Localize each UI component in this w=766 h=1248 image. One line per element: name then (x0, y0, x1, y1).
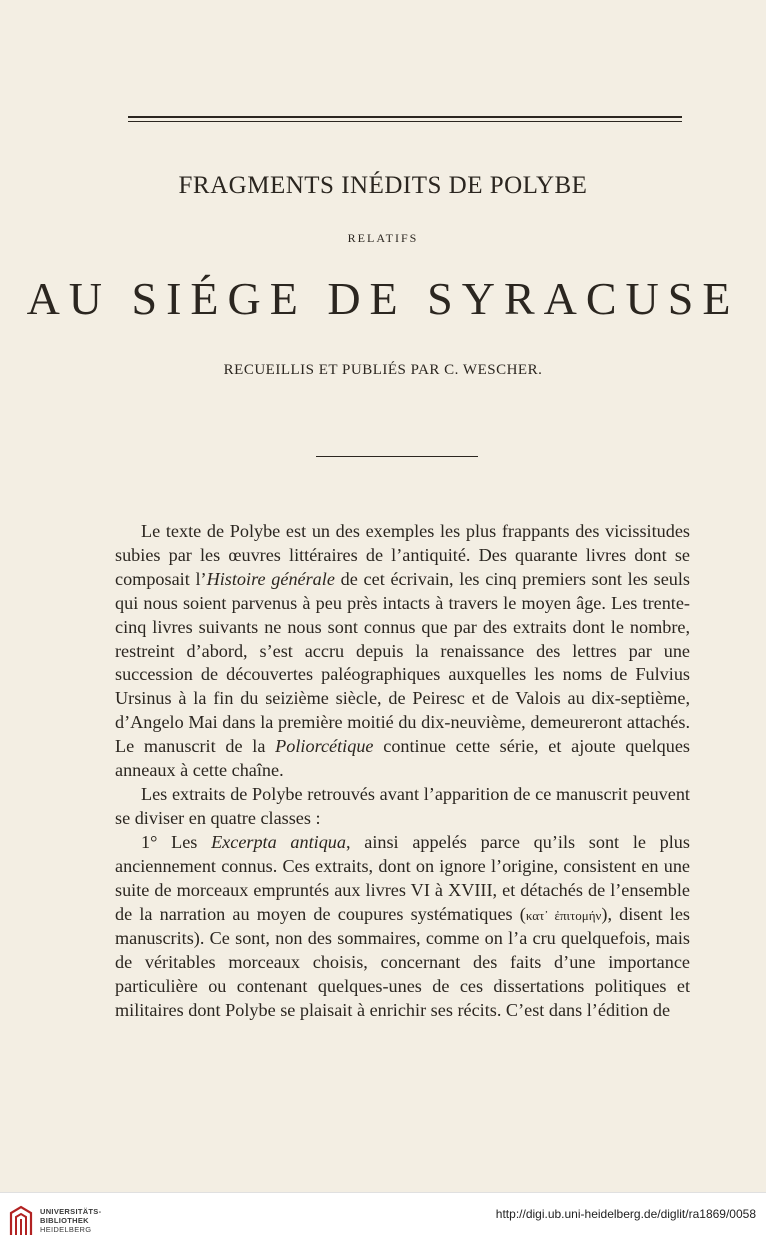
p3-greek: κατ᾽ ἐπιτομήν (525, 907, 602, 923)
p1-text-d: continue cette série, et ajoute quelques anneaux à cette chaîne. (115, 736, 690, 781)
permalink-url[interactable]: http://digi.ub.uni-heidelberg.de/diglit/ra1869/0058 (495, 1207, 756, 1221)
p1-text-b: l’ (195, 568, 207, 589)
title-siege: AU SIÉGE DE SYRACUSE (26, 273, 740, 324)
p3-text-a: 1° Les (141, 831, 212, 852)
p1-italic-histoire: Histoire générale (206, 568, 335, 589)
logo-line-1: UNIVERSITÄTS- (40, 1207, 102, 1216)
p3-italic-excerpta: Excerpta antiqua (211, 831, 346, 852)
university-logo-icon[interactable] (8, 1205, 34, 1237)
title-author: RECUEILLIS ET PUBLIÉS PAR C. WESCHER. (223, 362, 543, 378)
title-fragments: FRAGMENTS INÉDITS DE POLYBE (178, 172, 588, 199)
paragraph-2: Les extraits de Polybe retrouvés avant l’apparition de ce manuscrit peuvent se diviser en quatre classes : (115, 783, 690, 828)
p1-italic-poliorcetique: Poliorcétique (275, 736, 374, 757)
p3-text-c: ), disent les manuscrits). Ce sont, non des sommaires, comme on l’a cru quelquefois, mais de véritables morceaux choisis, concernant des faits d’une importance particulière ou contenant quelques-unes de ces dissertations politiques et militaires dont Polybe se plaisait à enrichir ses récits. C’est dans l’édition de (115, 903, 690, 1021)
title-relatifs: RELATIFS (347, 231, 419, 245)
viewer-footer (0, 1192, 766, 1248)
library-name[interactable] (40, 1207, 101, 1234)
p1-text-a: Le texte de Polybe est un des exemples les plus frappants des vicissitudes subies par les œuvres littéraires de l’antiquité. Des quarante livres dont se composait (115, 521, 690, 589)
logo-line-3: HEIDELBERG (40, 1225, 92, 1234)
paragraph-1 (115, 520, 690, 783)
body-text (115, 520, 690, 1023)
section-divider (316, 456, 478, 457)
header-rule-thin (128, 121, 682, 122)
header-rule-thick (128, 116, 682, 118)
p3-text-b: , ainsi appelés parce qu’ils sont le plus anciennement connus. Ces extraits, dont on ignore l’origine, consistent en une suite de morceaux empruntés aux livres VI à XVIII, et détachés de l’ensemble de la narration au moyen de coupures systématiques ( (115, 831, 690, 924)
paragraph-3 (115, 831, 690, 1023)
p1-text-c: de cet écrivain, les cinq premiers sont les seuls qui nous soient parvenus à peu près intacts à travers le moyen âge. Les trente-cinq livres suivants ne nous sont connus que par des extraits dont le nombre, restreint d’abord, s’est accru depuis la renaissance des lettres par une succession de découvertes paléographiques auxquelles les noms de Fulvius Ursinus à la fin du seizième siècle, de Peiresc et de Valois au dix-septième, d’Angelo Mai dans la première moitié du dix-neuvième, demeureront attachés. Le manuscrit de la (115, 568, 690, 757)
logo-line-2: BIBLIOTHEK (40, 1216, 89, 1225)
